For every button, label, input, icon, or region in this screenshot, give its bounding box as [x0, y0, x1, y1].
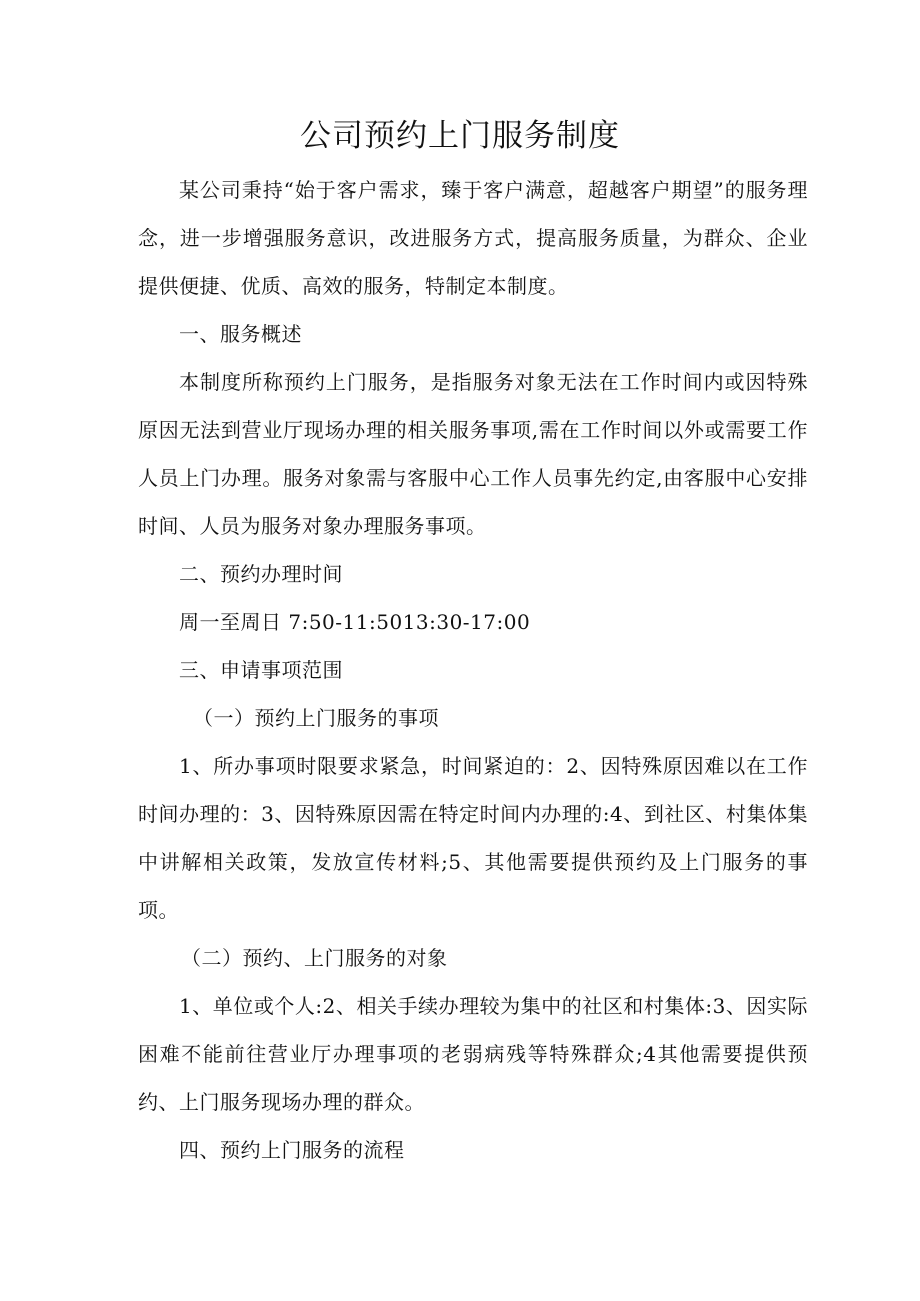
subsection-heading-targets: （二）预约、上门服务的对象	[181, 946, 448, 970]
section-heading-process: 四、预约上门服务的流程	[179, 1138, 405, 1162]
subsection-heading-items: （一）预约上门服务的事项	[193, 706, 439, 730]
targets-paragraph: 1、单位或个人:2、相关手续办理较为集中的社区和村集体:3、因实际困难不能前往营业厅办理事项的老弱病残等特殊群众;4其他需要提供预约、上门服务现场办理的群众。	[138, 994, 808, 1114]
intro-paragraph: 某公司秉持“始于客户需求，臻于客户满意，超越客户期望”的服务理念，进一步增强服务意识，改进服务方式，提高服务质量，为群众、企业提供便捷、优质、高效的服务，特制定本制度。	[138, 178, 808, 298]
section-heading-hours: 二、预约办理时间	[179, 562, 343, 586]
document-body	[138, 166, 808, 1174]
section-heading-overview: 一、服务概述	[179, 322, 302, 346]
items-paragraph: 1、所办事项时限要求紧急，时间紧迫的：2、因特殊原因难以在工作时间办理的：3、因特殊原因需在特定时间内办理的:4、到社区、村集体集中讲解相关政策，发放宣传材料;5、其他需要提供预约及上门服务的事项。	[138, 754, 808, 922]
overview-paragraph: 本制度所称预约上门服务，是指服务对象无法在工作时间内或因特殊原因无法到营业厅现场办理的相关服务事项,需在工作时间以外或需要工作人员上门办理。服务对象需与客服中心工作人员事先约定,由客服中心安排时间、人员为服务对象办理服务事项。	[138, 370, 808, 538]
document-title: 公司预约上门服务制度	[300, 118, 620, 154]
section-heading-scope: 三、申请事项范围	[179, 658, 343, 682]
hours-paragraph: 周一至周日 7:50-11:5013:30-17:00	[179, 610, 531, 634]
